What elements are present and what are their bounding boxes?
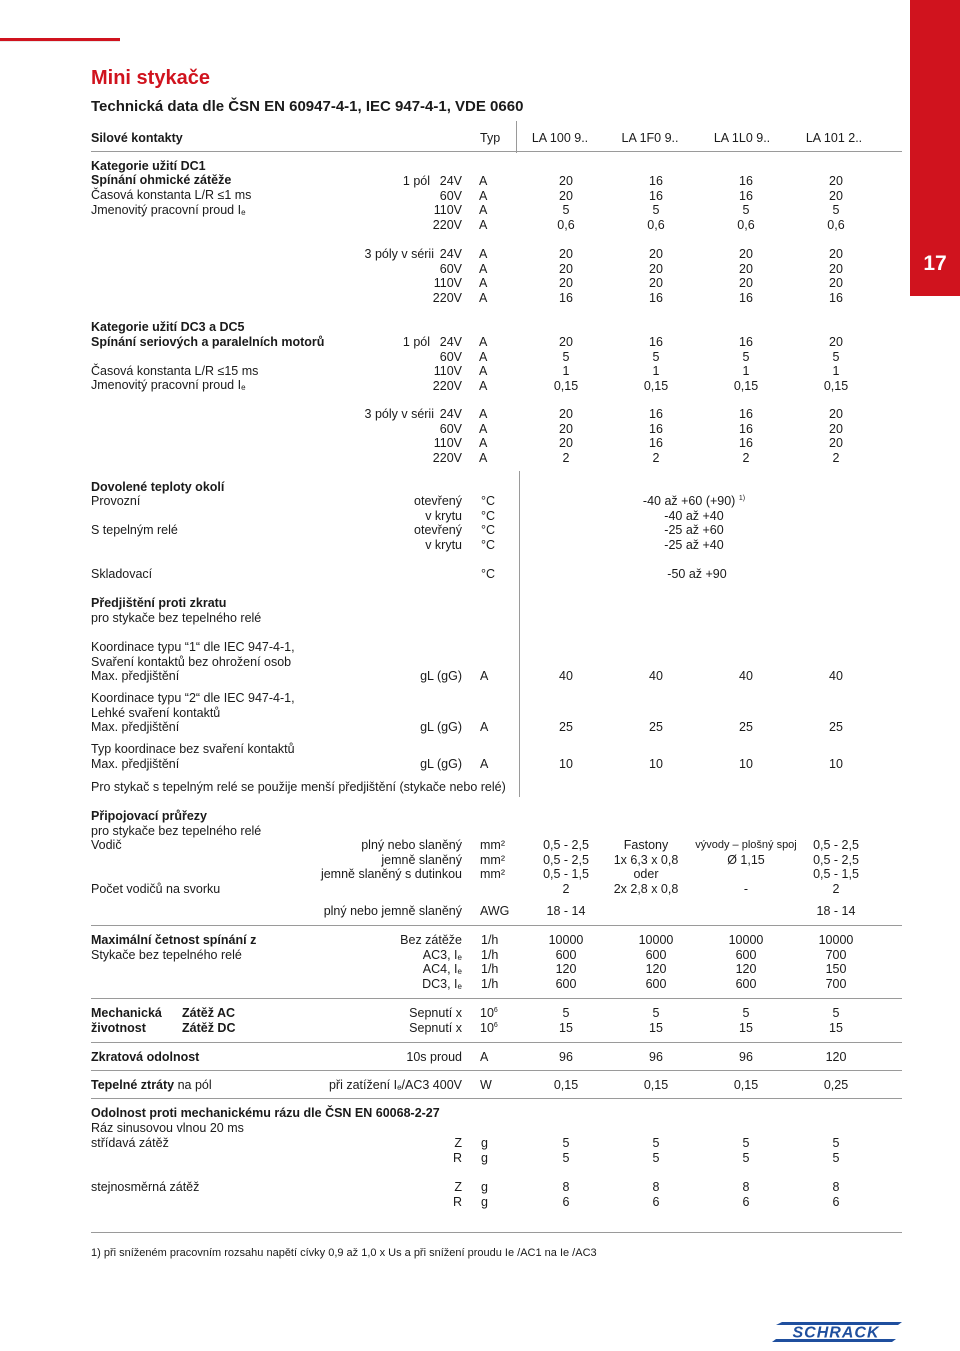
condition: v krytu [425,538,462,553]
voltage: 220V [432,451,462,466]
header-label: Silové kontakty [91,131,183,145]
cell-value: 16 [649,421,663,436]
voltage: 60V [439,188,462,203]
unit: A [479,451,488,466]
cell-value: 150 [825,962,847,977]
load-type: Z [454,1136,462,1150]
group-label: 1 pól [402,174,430,188]
unit: 1/h [481,933,499,947]
voltage: 24V [439,335,462,349]
divider [91,1042,902,1043]
row-label: Provozní [91,494,141,508]
cell-value: 5 [562,203,570,218]
voltage: 60V [439,421,462,436]
cell-value: 20 [649,261,663,276]
row-label: Svaření kontaktů bez ohrožení osob [91,654,292,669]
conductor-type: plný nebo slaněný [361,838,462,852]
unit: 1/h [481,962,499,977]
cell-value: 16 [649,188,663,203]
cell-value: 5 [562,1136,570,1150]
cell-value: 40 [559,669,573,684]
divider [91,1070,902,1071]
cell-value: oder [633,867,659,882]
unit: A [479,421,488,436]
cell-value: 0,15 [643,379,669,394]
note: Pro stykač s tepelným relé se použije menší předjištění (stykače nebo relé) [91,780,506,794]
cell-value: 40 [829,669,843,684]
cell-value: 5 [562,1006,570,1020]
row-label: Časová konstanta L/R ≤15 ms [91,364,259,378]
unit: °C [481,523,496,538]
cell-value: 10000 [818,933,854,947]
section-subheading: Stykače bez tepelného relé [91,948,242,962]
row-sublabel: Zátěž DC [182,1020,236,1035]
fuse-type: gL (gG) [420,720,462,735]
cell-value: 18 - 14 [546,904,586,918]
cell-value: 16 [649,291,663,306]
cell-value: 96 [739,1050,753,1064]
row-label: Časová konstanta L/R ≤1 ms [91,188,252,202]
cell-value: - [743,882,749,897]
cell-value: 1 [832,364,840,379]
cell-value: 25 [559,720,573,735]
conductor-type: jemně slaněný s dutinkou [320,867,462,882]
cell-value: vývody – plošný spoj [695,839,797,851]
cell-value: 20 [559,247,573,261]
divider [91,1098,902,1099]
cell-value: 0,5 - 2,5 [543,838,589,852]
cell-value: 16 [739,335,753,349]
condition: v krytu [425,508,462,523]
cell-value: 10000 [548,933,584,947]
header-model: LA 1F0 9.. [621,131,679,145]
cell-value: 40 [649,669,663,684]
row-label: Koordinace typu “1“ dle IEC 947-4-1, [91,640,295,654]
cell-value: Ø 1,15 [727,852,765,867]
top-grey-line [0,41,120,42]
voltage: 110V [433,436,462,451]
row-label: Zkratová odolnost [91,1050,200,1064]
cell-value: 1 [562,364,570,379]
row-sublabel: Zátěž AC [182,1006,236,1020]
unit: A [480,720,489,735]
voltage: 110V [433,203,462,218]
section-heading: Předjištění proti zkratu [91,596,227,610]
row-label: Mechanická [91,1006,162,1020]
cell-value: 2 [832,451,840,466]
voltage: 220V [432,218,462,233]
header-model: LA 1L0 9.. [713,131,771,145]
section-heading: Kategorie užití DC3 a DC5 [91,320,245,334]
cell-value: 20 [829,261,843,276]
cell-value: 20 [829,188,843,203]
cell-value: 15 [649,1020,663,1035]
cell-value: 0,5 - 1,5 [813,867,859,882]
unit: A [479,335,488,349]
unit: A [480,669,489,684]
unit: W [480,1078,492,1092]
cell-value: 20 [559,188,573,203]
cell-value: 5 [832,1006,840,1020]
temp-value: -50 až +90 [667,567,727,581]
column-rule [516,121,517,153]
section-subheading: Spínání seriových a paralelních motorů [91,335,325,349]
unit: °C [481,494,496,508]
unit: A [479,247,488,261]
unit: A [479,379,488,394]
cell-value: 5 [742,1006,750,1020]
cell-value: 16 [739,421,753,436]
row-label: Max. předjištění [91,720,180,735]
unit: A [479,188,488,203]
voltage: 24V [439,407,462,421]
cell-value: 20 [559,436,573,451]
unit: °C [481,538,496,553]
footnote: 1) při sníženém pracovním rozsahu napětí cívky 0,9 až 1,0 x Us a při snížení proudu Ie /AC1 na Ie /AC3 [91,1247,597,1259]
page-subtitle: Technická data dle ČSN EN 60947-4-1, IEC 947-4-1, VDE 0660 [91,98,524,115]
cell-value: 10000 [638,933,674,947]
cell-value: 16 [649,436,663,451]
cell-value: 0,5 - 2,5 [543,852,589,867]
logo-text: SCHRACK [792,1324,880,1342]
unit: A [479,407,488,421]
load-type: Bez zátěže [400,933,462,947]
cell-value: 120 [735,962,757,977]
cell-value: 16 [649,174,663,188]
cell-value: 5 [832,1136,840,1150]
condition: otevřený [414,523,462,538]
cell-value: 0,6 [737,218,755,233]
group-label: 3 póly v sérii [364,407,434,421]
divider [91,998,902,999]
cell-value: 5 [652,1151,660,1165]
cell-value: 18 - 14 [816,904,856,918]
cell-value: 10 [649,756,663,771]
cell-value: 5 [742,1151,750,1165]
cell-value: 20 [739,261,753,276]
cell-value: 600 [735,977,757,992]
cell-value: 20 [829,276,843,291]
cell-value: 16 [739,174,753,188]
row-label: S tepelným relé [91,523,178,538]
row-label: stejnosměrná zátěž [91,1180,200,1194]
cell-value: 25 [649,720,663,735]
row-label: střídavá zátěž [91,1136,169,1150]
cell-value: 8 [832,1180,840,1194]
cell-value: 0,6 [557,218,575,233]
cell-value: 2 [562,451,570,466]
unit: A [480,756,489,771]
cell-value: 15 [829,1020,843,1035]
cell-value: 120 [555,962,577,977]
unit: AWG [480,904,510,918]
unit: A [479,261,488,276]
row-label: Tepelné ztráty na pól [91,1078,212,1092]
unit: A [479,364,488,379]
cell-value: 5 [652,203,660,218]
cell-value: 120 [645,962,667,977]
cell-value: 16 [739,407,753,421]
unit: g [481,1136,488,1150]
row-label: Počet vodičů na svorku [91,882,221,897]
unit: g [481,1180,488,1194]
condition: 10s proud [406,1050,462,1064]
column-rule [519,471,520,797]
unit: °C [481,567,496,581]
voltage: 220V [432,379,462,394]
row-label: Typ koordinace bez svaření kontaktů [91,742,295,756]
unit: A [480,1050,489,1064]
cell-value: 20 [649,276,663,291]
cell-value: 600 [555,977,577,992]
cell-value: 10 [739,756,753,771]
cell-value: 6 [742,1195,750,1209]
unit: 1/h [481,947,499,962]
cell-value: 2 [562,882,570,897]
operation-type: Sepnutí x [409,1006,462,1020]
cell-value: 20 [829,174,843,188]
cell-value: 700 [825,977,847,992]
row-label: Koordinace typu “2“ dle IEC 947-4-1, [91,691,295,705]
section-subheading: pro stykače bez tepelného relé [91,611,262,625]
header-model: LA 100 9.. [531,131,589,145]
unit: A [479,349,488,364]
cell-value: 2 [652,451,660,466]
load-type: AC3, $I_e$ [422,947,462,962]
section-subheading: Spínání ohmické zátěže [91,173,232,187]
cell-value: 0,15 [733,379,759,394]
page-number: 17 [923,252,947,275]
cell-value: 20 [649,247,663,261]
cell-value: 20 [559,276,573,291]
row-label: Jmenovitý pracovní proud $I_e$ [91,203,246,217]
cell-value: 0,25 [823,1078,849,1092]
cell-value: 5 [652,1136,660,1150]
cell-value: 2x 2,8 x 0,8 [613,882,679,897]
temp-value: -40 až +40 [664,508,724,523]
cell-value: 600 [645,977,667,992]
unit: g [481,1151,488,1165]
cell-value: 5 [652,349,660,364]
conductor-type: plný nebo jemně slaněný [323,904,462,918]
row-label: Max. předjištění [91,669,180,684]
unit: mm² [480,852,505,867]
row-label: Jmenovitý pracovní proud $I_e$ [91,378,246,392]
cell-value: 16 [739,291,753,306]
condition: při zatížení $I_e/AC3$ 400V [328,1078,462,1092]
cell-value: 600 [645,947,667,962]
voltage: 24V [439,247,462,261]
divider [91,151,902,152]
cell-value: 8 [742,1180,750,1194]
divider [91,1232,902,1233]
cell-value: Fastony [623,838,669,852]
group-label: 1 pól [402,335,430,349]
unit: °C [481,508,496,523]
unit: A [479,174,488,188]
group-label: 3 póly v sérii [364,247,434,261]
voltage: 110V [433,276,462,291]
unit: A [479,436,488,451]
cell-value: 16 [649,335,663,349]
cell-value: 20 [739,247,753,261]
cell-value: 10 [559,756,573,771]
section-heading: Kategorie užití DC1 [91,159,206,173]
cell-value: 700 [825,947,847,962]
cell-value: 5 [742,203,750,218]
row-label: životnost [91,1020,146,1035]
cell-value: 600 [735,947,757,962]
cell-value: 0,6 [827,218,845,233]
cell-value: 8 [652,1180,660,1194]
cell-value: 96 [649,1050,663,1064]
unit: mm² [480,867,505,882]
cell-value: 0,15 [823,379,849,394]
load-type: R [452,1195,462,1209]
cell-value: 15 [739,1020,753,1035]
cell-value: 5 [832,349,840,364]
cell-value: 40 [739,669,753,684]
cell-value: 20 [829,436,843,451]
cell-value: 16 [739,188,753,203]
cell-value: 10000 [728,933,764,947]
page-title: Mini stykače [91,67,210,89]
load-type: R [452,1151,462,1165]
cell-value: 6 [832,1195,840,1209]
unit: A [479,291,488,306]
temp-value: -25 až +40 [664,538,724,553]
cell-value: 16 [829,291,843,306]
cell-value: 16 [559,291,573,306]
unit: mm² [480,838,505,852]
unit: $10^6$ [480,1020,498,1035]
unit: 1/h [481,977,499,992]
temp-value: -40 až +60 (+90) $^{1)}$ [642,494,746,508]
cell-value: 1 [652,364,660,379]
voltage: 60V [439,349,462,364]
cell-value: 6 [562,1195,570,1209]
fuse-type: gL (gG) [420,756,462,771]
cell-value: 16 [649,407,663,421]
section-subheading: pro stykače bez tepelného relé [91,824,262,838]
cell-value: 120 [825,1050,847,1064]
cell-value: 5 [562,1151,570,1165]
cell-value: 20 [559,174,573,188]
cell-value: 0,15 [553,1078,579,1092]
cell-value: 25 [739,720,753,735]
cell-value: 5 [652,1006,660,1020]
cell-value: 20 [829,407,843,421]
cell-value: 0,15 [733,1078,759,1092]
voltage: 220V [432,291,462,306]
cell-value: 5 [832,1151,840,1165]
row-label: Max. předjištění [91,756,180,771]
cell-value: 0,15 [553,379,579,394]
cell-value: 16 [739,436,753,451]
cell-value: 6 [652,1195,660,1209]
cell-value: 0,6 [647,218,665,233]
operation-type: Sepnutí x [409,1020,462,1035]
section-heading: Dovolené teploty okolí [91,480,225,494]
cell-value: 96 [559,1050,573,1064]
unit: $10^6$ [480,1006,498,1020]
cell-value: 20 [559,261,573,276]
cell-value: 0,5 - 2,5 [813,852,859,867]
row-label: Vodič [91,838,122,852]
section-heading: Odolnost proti mechanickému rázu dle ČSN EN 60068-2-27 [91,1106,440,1120]
cell-value: 600 [555,947,577,962]
cell-value: 0,5 - 1,5 [543,867,589,882]
cell-value: 20 [829,247,843,261]
voltage: 60V [439,261,462,276]
unit: g [481,1195,488,1209]
condition: otevřený [414,494,462,508]
cell-value: 20 [829,335,843,349]
cell-value: 20 [559,421,573,436]
load-type: AC4, $I_e$ [422,962,462,977]
temp-value: -25 až +60 [664,523,724,538]
cell-value: 20 [559,335,573,349]
cell-value: 8 [562,1180,570,1194]
row-label: Lehké svaření kontaktů [91,705,221,720]
divider [91,925,902,926]
cell-value: 1 [742,364,750,379]
header-typ: Typ [480,131,501,145]
cell-value: 5 [742,1136,750,1150]
cell-value: 20 [829,421,843,436]
cell-value: 15 [559,1020,573,1035]
fuse-type: gL (gG) [420,669,462,684]
unit: A [479,218,488,233]
cell-value: 1x 6,3 x 0,8 [613,852,679,867]
cell-value: 2 [742,451,750,466]
unit: A [479,203,488,218]
load-type: DC3, $I_e$ [422,977,462,992]
cell-value: 0,5 - 2,5 [813,838,859,852]
cell-value: 20 [739,276,753,291]
load-type: Z [454,1180,462,1194]
cell-value: 0,15 [643,1078,669,1092]
cell-value: 20 [559,407,573,421]
cell-value: 5 [562,349,570,364]
cell-value: 25 [829,720,843,735]
voltage: 24V [439,174,462,188]
unit: A [479,276,488,291]
schrack-logo [772,1320,902,1344]
conductor-type: jemně slaněný [381,852,462,867]
header-model: LA 101 2.. [805,131,863,145]
section-subheading: Ráz sinusovou vlnou 20 ms [91,1121,244,1135]
cell-value: 2 [832,882,840,897]
cell-value: 5 [832,203,840,218]
cell-value: 5 [742,349,750,364]
row-label: Skladovací [91,567,153,581]
section-heading: Maximální četnost spínání z [91,933,257,947]
cell-value: 10 [829,756,843,771]
voltage: 110V [433,364,462,379]
section-heading: Připojovací průřezy [91,809,208,823]
